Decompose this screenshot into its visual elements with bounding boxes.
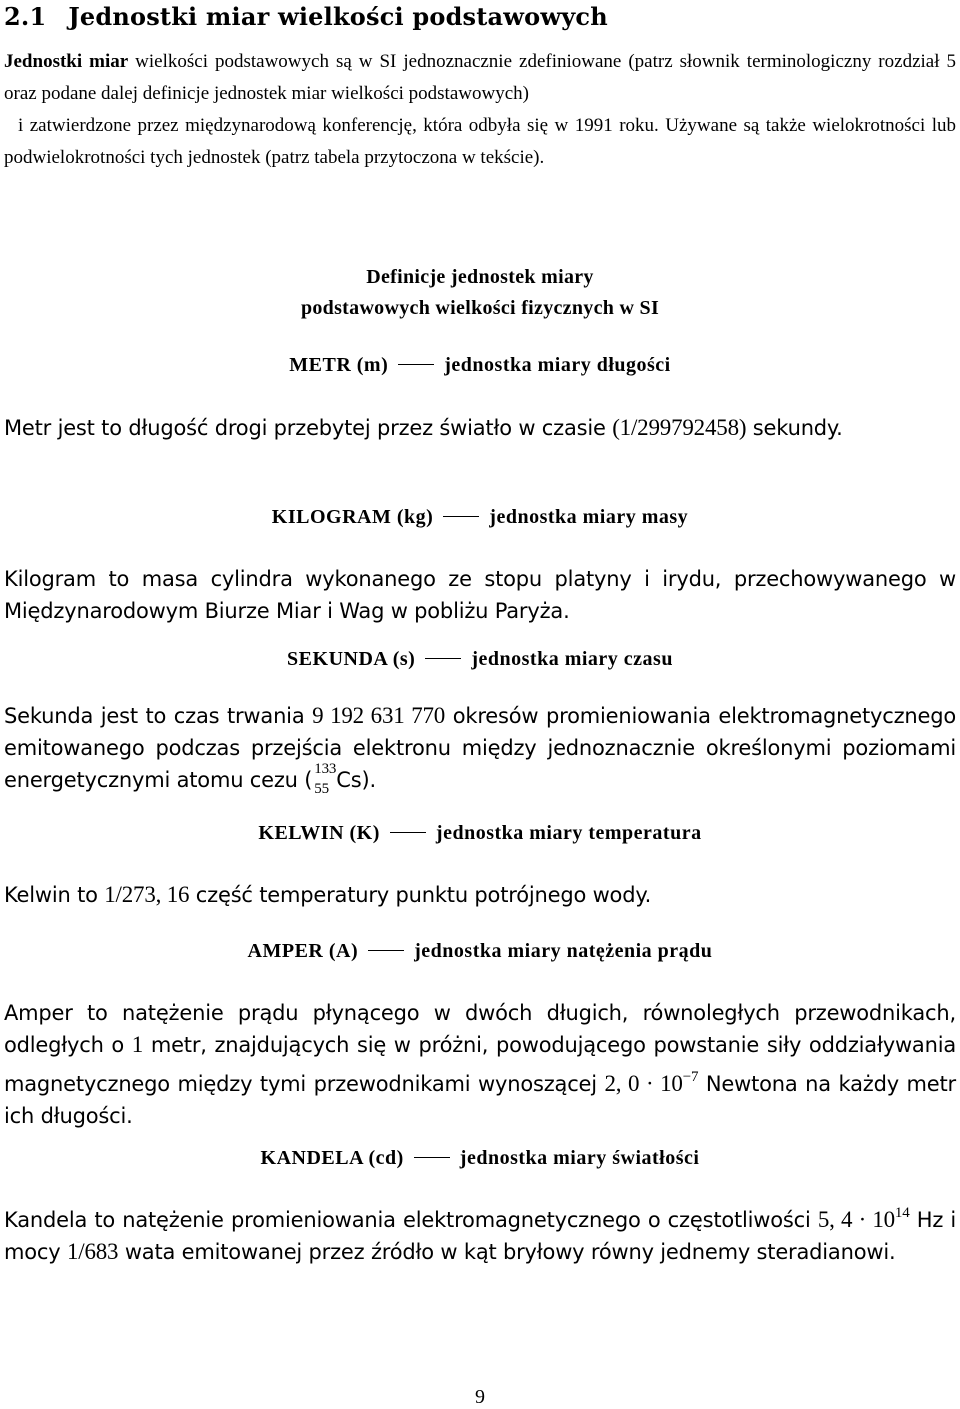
intro-lead-bold: Jednostki miar	[4, 51, 129, 72]
section-heading	[4, 2, 608, 31]
math-expression: 9 192 631 770	[312, 703, 446, 728]
unit-name: KANDELA (cd)	[260, 1147, 404, 1169]
math-expression: 1/273, 16	[104, 882, 190, 907]
unit-desc: jednostka miary temperatura	[435, 822, 702, 844]
unit-name: AMPER (A)	[247, 940, 359, 962]
unit-definition-kilogram: Kilogram to masa cylindra wykonanego ze stopu platyny i irydu, przechowywanego w Międzynarodowym Biurze Miar i Wag w pobliżu Paryża.	[4, 567, 956, 623]
unit-heading-kelwin	[0, 822, 960, 845]
cesium-isotope	[312, 761, 337, 797]
em-dash	[368, 950, 404, 951]
math-expression: 1/683	[66, 1239, 119, 1264]
unit-name: KILOGRAM (kg)	[271, 506, 434, 528]
unit-definition-kandela: Kandela to natężenie promieniowania elektromagnetycznego o częstotliwości 5, $4 \cdot 10^{14}$ Hz i mocy 1/683 wata emitowanej przez źródło w kąt bryłowy równy jednemy steradianowi.	[4, 1205, 956, 1264]
section-title: Jednostki miar wielkości podstawowych	[68, 2, 608, 31]
intro-paragraph-1	[4, 46, 956, 110]
unit-desc: jednostka miary czasu	[471, 648, 673, 670]
intro-text	[4, 46, 956, 174]
unit-definition-metr: Metr jest to długość drogi przebytej przez światło w czasie (1/299792458) sekundy.	[4, 415, 843, 440]
unit-desc: jednostka miary długości	[444, 354, 671, 376]
isotope-atomic-number: 55	[314, 781, 329, 797]
unit-desc: jednostka miary natężenia prądu	[414, 940, 713, 962]
definitions-title-line-1: Definicje jednostek miary	[366, 266, 594, 288]
em-dash	[414, 1157, 450, 1158]
intro-p1-rest: wielkości podstawowych są w SI jednoznacznie zdefiniowane (patrz słownik terminologiczny rozdział 5 oraz podane dalej definicje jednostek miar wielkości podstawowych)	[4, 51, 956, 104]
unit-heading-kandela	[0, 1147, 960, 1170]
intro-paragraph-2: i zatwierdzone przez międzynarodową konferencję, która odbyła się w 1991 roku. Używane są także wielokrotności lub podwielokrotności tych jednostek (patrz tabela przytoczona w tekście).	[4, 115, 956, 168]
unit-heading-metr	[0, 354, 960, 377]
unit-heading-kilogram	[0, 506, 960, 529]
exponent: −7	[682, 1069, 699, 1085]
math-expression: 2, 0 · 10	[604, 1071, 683, 1096]
unit-definition-sekunda: Sekunda jest to czas trwania 9 192 631 770 okresów promieniowania elektromagnetycznego emitowanego podczas przejścia elektronu między jednoznacznie określonymi poziomami energetycznymi atomu cezu ( 133 55 Cs).	[4, 700, 956, 796]
em-dash	[443, 516, 479, 517]
section-number: 2.1	[4, 2, 47, 31]
unit-heading-amper	[0, 940, 960, 963]
unit-definition-kelwin: Kelwin to 1/273, 16 część temperatury punktu potrójnego wody.	[4, 882, 652, 907]
definitions-title-line-2: podstawowych wielkości fizycznych w SI	[300, 297, 660, 319]
page-number: 9	[475, 1386, 485, 1408]
math-expression: (1/299792458)	[612, 415, 747, 440]
unit-desc: jednostka miary masy	[489, 506, 689, 528]
unit-desc: jednostka miary światłości	[459, 1147, 700, 1169]
definitions-title	[0, 262, 960, 324]
math-expression: 5, 4 · 10	[817, 1207, 895, 1232]
em-dash	[390, 832, 426, 833]
unit-name: KELWIN (K)	[258, 822, 380, 844]
em-dash	[425, 658, 461, 659]
em-dash	[398, 364, 434, 365]
unit-heading-sekunda	[0, 648, 960, 671]
unit-name: SEKUNDA (s)	[287, 648, 416, 670]
isotope-symbol: Cs	[336, 768, 362, 792]
unit-definition-amper: Amper to natężenie prądu płynącego w dwóch długich, równoległych przewodnikach, odległych o 1 metr, znajdujących się w próżni, powodującego powstanie siły oddziaływania magnetycznego między tymi przewodnikami wynoszącej 2, $0 \cdot 10^{-7}$ Newtona na każdy metr ich długości.	[4, 1001, 957, 1128]
isotope-mass-number: 133	[314, 761, 337, 777]
exponent: 14	[894, 1205, 910, 1221]
math-expression: 1	[131, 1032, 144, 1057]
unit-name: METR (m)	[289, 354, 389, 376]
